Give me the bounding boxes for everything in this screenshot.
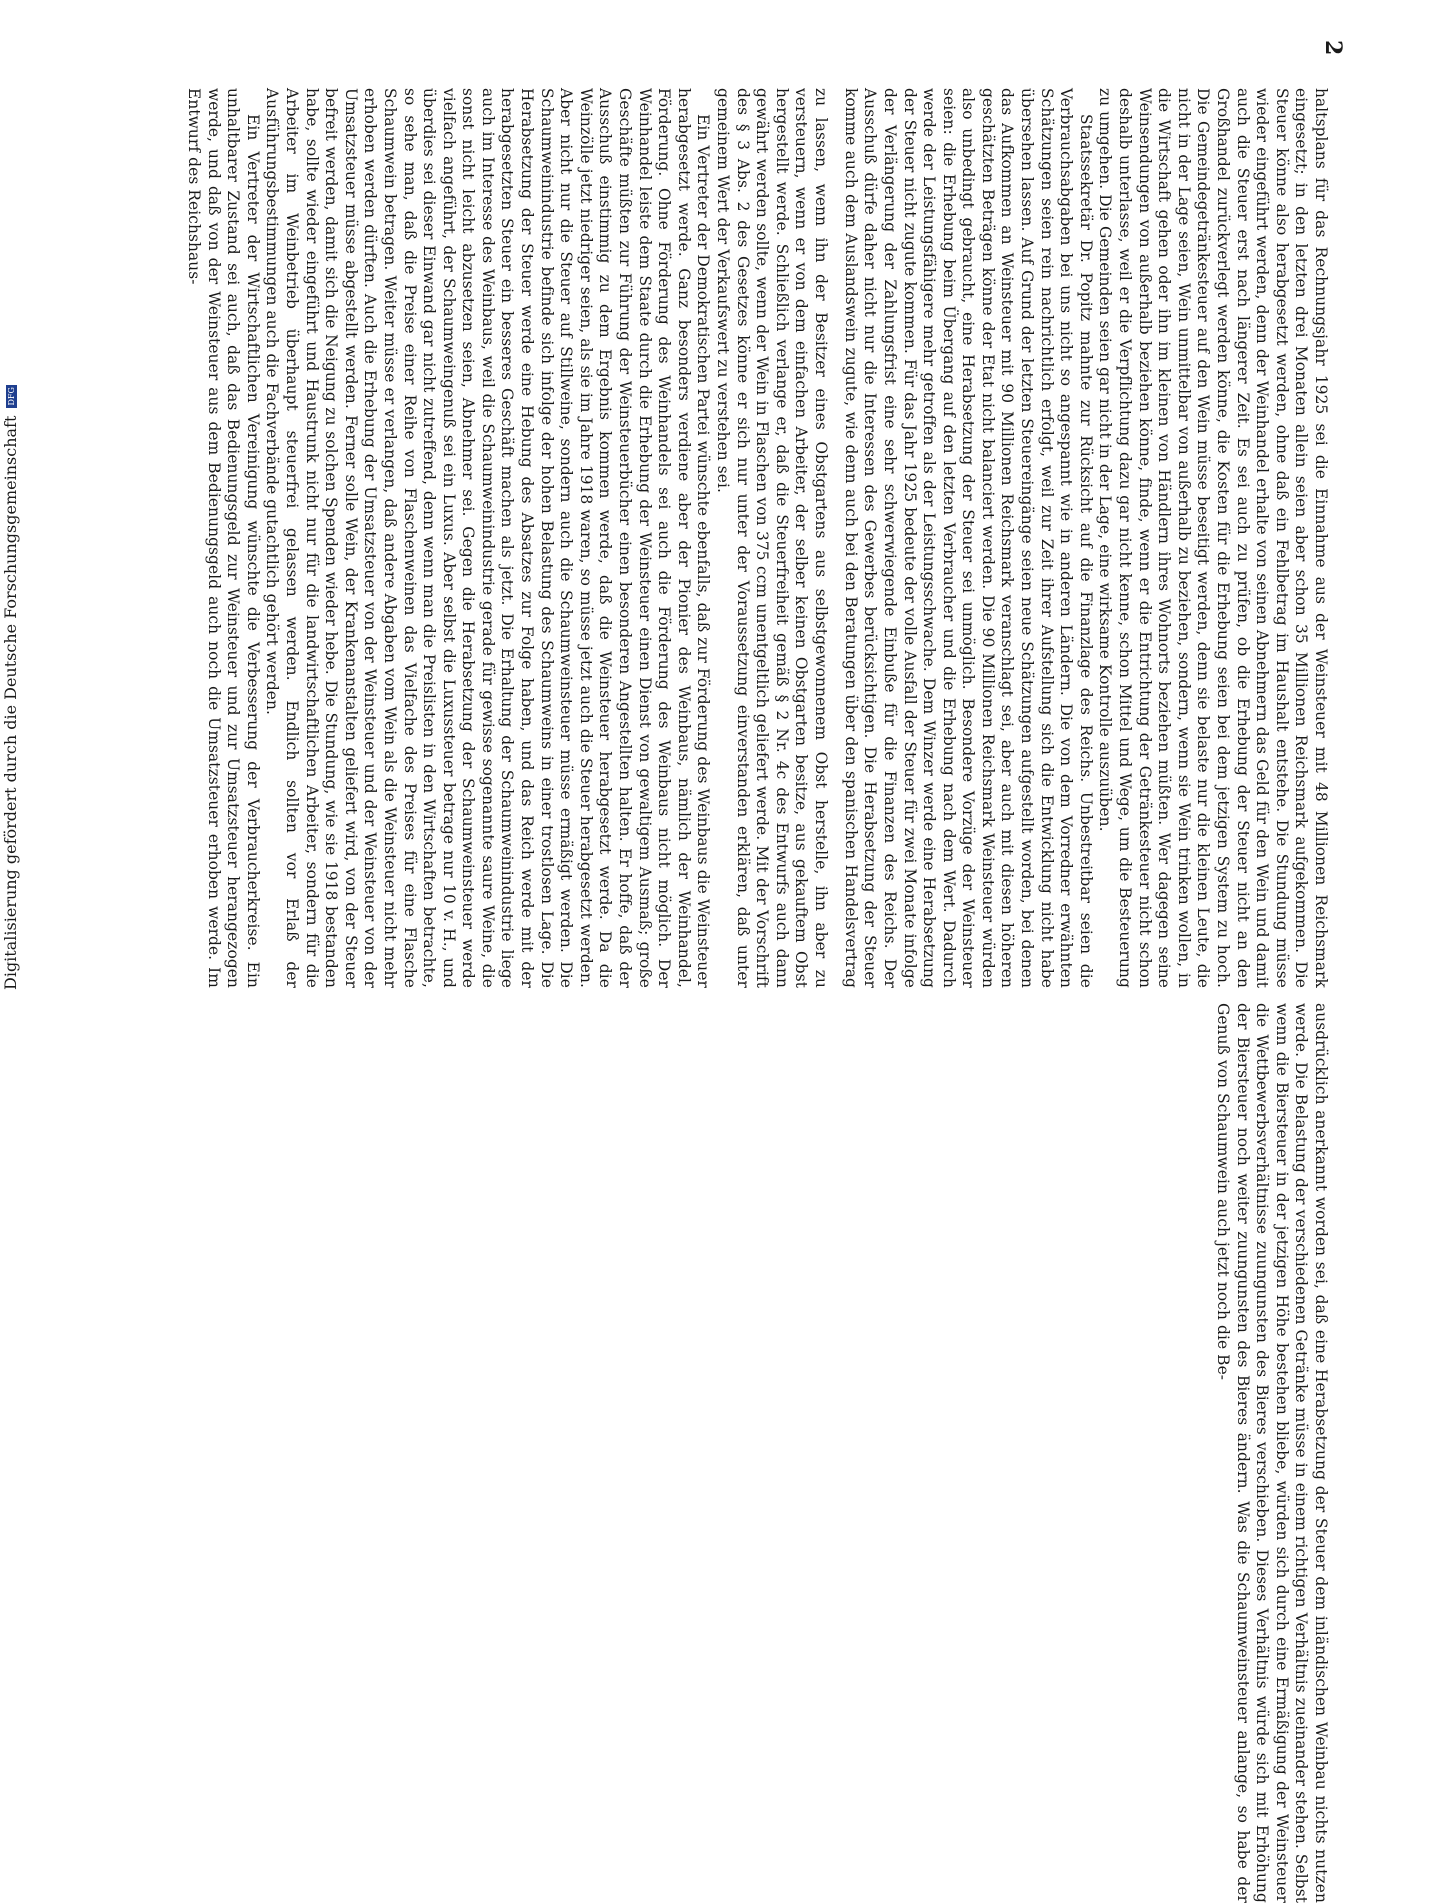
paragraph: Ein Vertreter der Wirtschaftlichen Vereinigung wünschte die Verbesserung der Verbraucherkreise. Ein unhaltbarer Zustand sei auch, daß das Bedienungsgeld zur Weinsteuer und zur Umsatzsteuer herangezogen werde, und daß von der Weinsteuer aus dem Bedienungsgeld auch noch die Umsatzsteuer erhoben werde. Im Entwurf des Reichshaus- (185, 88, 262, 988)
footer-text: Digitalisierung gefördert durch die Deutsche Forschungsgemeinschaft (1, 415, 20, 990)
page-number: 2 (1320, 40, 1346, 56)
footer (1, 385, 20, 990)
text-column-right (830, 88, 1330, 1903)
text-column-left (140, 88, 830, 988)
paragraph: Staatssekretär Dr. Popitz mahnte zur Rücksicht auf die Finanzlage des Reichs. Unbestreitbar seien die Verbrauchsabgaben bei uns nicht so angespannt wie in anderen Ländern. Die von dem Vorredner erwähnten Schätzungen seien rein nachrichtlich erfolgt, weil zur Zeit ihrer Aufstellung sich die Entwicklung nicht habe übersehen lassen. Auf Grund der letzten Steuereingänge seien neue Schätzungen aufgestellt worden, bei denen das Aufkommen an Weinsteuer mit 90 Millionen Reichsmark veranschlagt sei, aber auch mit diesen höheren geschätzten Beträgen könne der Etat nicht balanciert werden. Die 90 Millionen Reichsmark Weinsteuer würden also unbedingt gebraucht, eine Herabsetzung der Steuer sei unmöglich. Besondere Vorzüge der Weinsteuer seien: die Erhebung beim Übergang auf den letzten Verbraucher und die Erhebung nach dem Wert. Dadurch werde der Leistungsfähigere mehr getroffen als der Leistungsschwache. Dem Winzer werde eine Herabsetzung der Steuer nicht zugute kommen. Für das Jahr 1925 bedeute der volle Ausfall der Steuer für zwei Monate infolge der Verlängerung der Zahlungsfrist eine sehr schwerwiegende Einbuße für die Finanzen des Reichs. Der Ausschuß dürfe daher nicht nur die Interessen des Gewerbes berücksichtigen. Die Herabsetzung der Steuer komme auch dem Auslandswein zugute, wie denn auch bei den Beratungen über den spanischen Handelsvertrag ausdrücklich anerkannt worden sei, daß eine Herabsetzung der Steuer dem inländischen Weinbau nichts nutzen werde. Die Belastung der verschiedenen Getränke müsse in einem richtigen Verhältnis zueinander stehen. Selbst wenn die Biersteuer in der jetzigen Höhe bestehen bliebe, würden sich durch eine Ermäßigung der Weinsteuer die Wettbewerbsverhältnisse zuungunsten des Bieres verschieben. Dieses Verhältnis würde sich mit Erhöhung der Biersteuer noch weiter zuungunsten des Bieres ändern. Was die Schaumweinsteuer anlange, so habe der Genuß von Schaumwein auch jetzt noch die Be- (841, 88, 1330, 1903)
paragraph: zu lassen, wenn ihn der Besitzer eines Obstgartens aus selbstgewonnenem Obst herstelle, ihn aber zu versteuern, wenn er von dem einfachen Arbeiter, der selber keinen Obstgarten besitze, aus gekauftem Obst hergestellt werde. Schließlich verlange er, daß die Steuerfreiheit gemäß § 2 Nr. 4c des Entwurfs auch dann gewährt werden sollte, wenn der Wein in Flaschen von 375 ccm unentgeltlich geliefert werde. Mit der Vorschrift des § 3 Abs. 2 des Gesetzes könne er sich nur unter der Voraussetzung einverstanden erklären, daß unter gemeinem Wert der Verkaufswert zu verstehen sei. (714, 88, 830, 988)
dfg-logo: DFG (7, 387, 16, 406)
paragraph: Ein Vertreter der Demokratischen Partei wünschte ebenfalls, daß zur Förderung des Weinbaus die Weinsteuer herabgesetzt werde. Ganz besonders verdiene aber der Pionier des Weinbaus, nämlich der Weinhandel, Förderung. Ohne Förderung des Weinhandels sei auch die Förderung des Weinbaus nicht möglich. Der Weinhandel leiste dem Staate durch die Erhebung der Weinsteuer einen Dienst von gewaltigem Ausmaß; große Geschäfte müßten zur Führung der Weinsteuerbücher einen besonderen Angestellten halten. Er hoffe, daß der Ausschuß einstimmig zu dem Ergebnis kommen werde, daß die Weinsteuer herabgesetzt werde. Da die Weinzölle jetzt niedriger seien, als sie im Jahre 1918 waren, so müsse jetzt auch die Steuer herabgesetzt werden. Aber nicht nur die Steuer auf Stillweine, sondern auch die Schaumweinsteuer müsse ermäßigt werden. Die Schaumweinindustrie befinde sich infolge der hohen Belastung des Schaumweins in einer trostlosen Lage. Die Herabsetzung der Steuer werde eine Hebung des Absatzes zur Folge haben, und das Reich werde mit der herabgesetzten Steuer ein besseres Geschäft machen als jetzt. Die Erhaltung der Schaumweinindustrie liege auch im Interesse des Weinbaus, weil die Schaumweinindustrie gerade für gewisse sogenannte saure Weine, die sonst nicht leicht abzusetzen seien, Abnehmer sei. Gegen die Herabsetzung der Schaumweinsteuer werde vielfach angeführt, der Schaumweingenuß sei ein Luxus. Aber selbst die Luxussteuer betrage nur 10 v. H., und überdies sei dieser Einwand gar nicht zutreffend, denn wenn man die Preislisten in den Wirtschaften betrachte, so sehe man, daß die Preise einer Reihe von Flaschenweinen das Vielfache des Preises für eine Flasche Schaumwein betragen. Weiter müsse er verlangen, daß andere Abgaben vom Wein als die Weinsteuer nicht mehr erhoben werden dürften. Auch die Erhebung der Umsatzsteuer von der Weinsteuer und der Weinsteuer von der Umsatzsteuer müsse abgestellt werden. Ferner solle Wein, der Krankenanstalten geliefert wird, von der Steuer befreit werden, damit sich die Neigung zu solchen Spenden wieder hebe. Die Stundung, wie sie 1918 bestanden habe, sollte wieder eingeführt und Haustrunk nicht nur für die landwirtschaftlichen Arbeiter, sondern für die Arbeiter im Weinbetrieb überhaupt steuerfrei gelassen werden. Endlich sollten vor Erlaß der Ausführungsbestimmungen auch die Fachverbände gutachtlich gehört werden. (263, 88, 713, 988)
paragraph: haltsplans für das Rechnungsjahr 1925 sei die Einnahme aus der Weinsteuer mit 48 Millionen Reichsmark eingesetzt; in den letzten drei Monaten allein seien aber schon 35 Millionen Reichsmark aufgekommen. Die Steuer könne also herabgesetzt werden, ohne daß ein Fehlbetrag im Haushalt entstehe. Die Stundung müsse wieder eingeführt werden, denn der Weinhandel erhalte von seinen Abnehmern das Geld für den Wein und damit auch die Steuer erst nach längerer Zeit. Es sei auch zu prüfen, ob die Erhebung der Steuer nicht an den Großhandel zurückverlegt werden könne, die Kosten für die Erhebung seien bei dem jetzigen System zu hoch. Die Gemeindegetränkesteuer auf den Wein müsse beseitigt werden, denn sie belaste nur die kleinen Leute, die nicht in der Lage seien, Wein unmittelbar von außerhalb zu beziehen, sondern, wenn sie Wein trinken wollen, in die Wirtschaft gehen oder ihn im kleinen von Händlern ihres Wohnorts beziehen müßten. Wer dagegen seine Weinsendungen von außerhalb beziehen könne, finde, wenn er die Entrichtung der Getränkesteuer nicht schon deshalb unterlasse, weil er die Verpflichtung dazu gar nicht kenne, schon Mittel und Wege, um die Besteuerung zu umgehen. Die Gemeinden seien gar nicht in der Lage, eine wirksame Kontrolle auszuüben. (1096, 88, 1330, 988)
